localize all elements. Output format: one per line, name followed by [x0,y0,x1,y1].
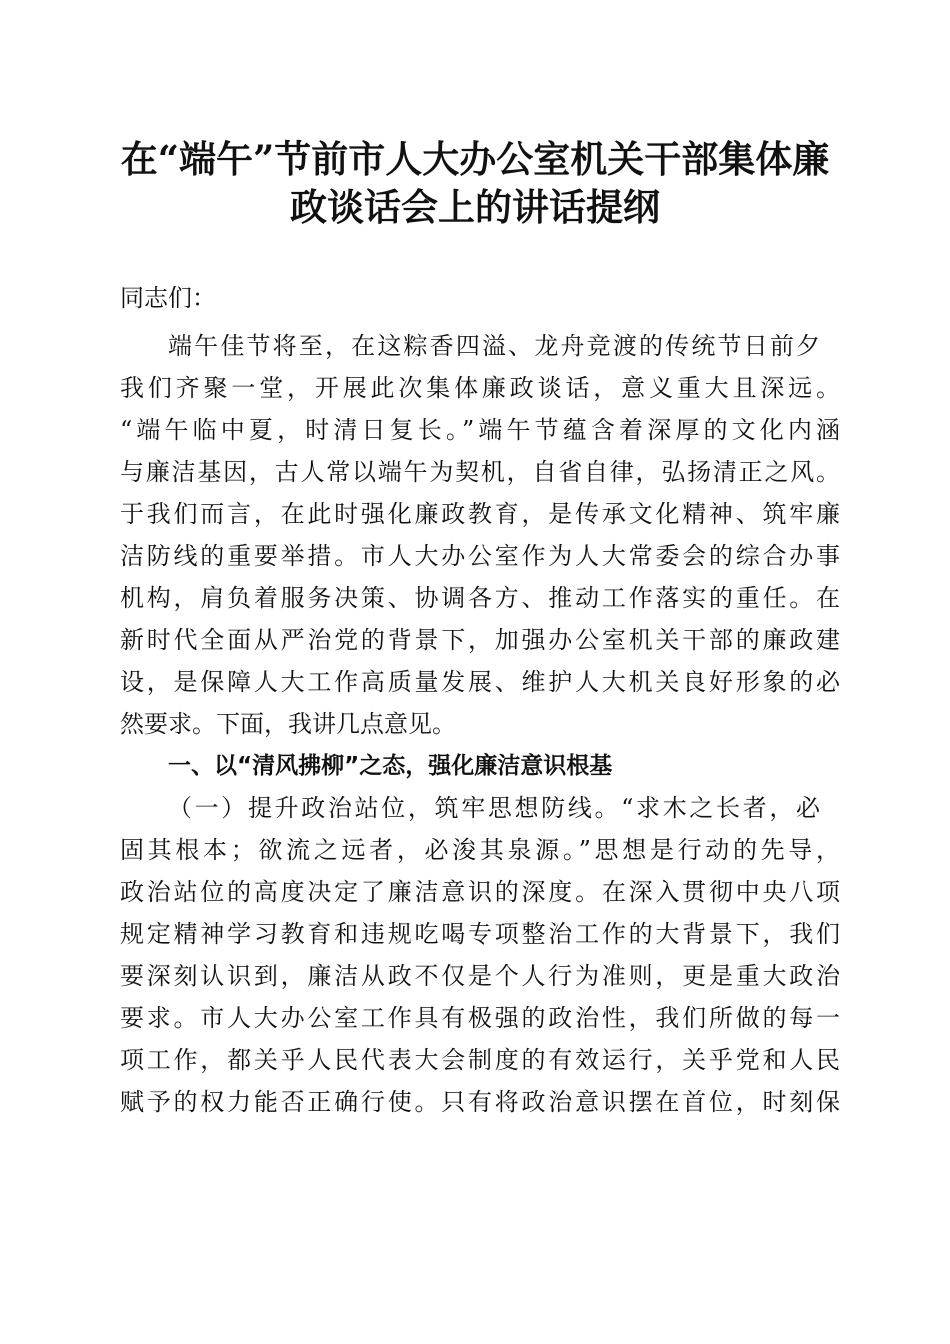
salutation: 同志们： [120,284,216,312]
paragraph-2-line: 固其根本；欲流之远者，必浚其泉源。”思想是行动的先导， [120,836,840,864]
paragraph-1-line: 机构，肩负着服务决策、协调各方、推动工作落实的重任。在 [120,584,840,612]
document-title-line-2: 政谈话会上的讲话提纲 [290,185,660,229]
paragraph-1-line: 设，是保障人大工作高质量发展、维护人大机关良好形象的必 [120,668,840,696]
paragraph-1-line: 我们齐聚一堂，开展此次集体廉政谈话，意义重大且深远。 [120,374,840,402]
paragraph-2-line: 要深刻认识到，廉洁从政不仅是个人行为准则，更是重大政治 [120,962,840,990]
paragraph-2-line: （一）提升政治站位，筑牢思想防线。“求木之长者，必 [168,794,820,822]
paragraph-1-line: 然要求。下面，我讲几点意见。 [120,710,456,738]
paragraph-1-line: 洁防线的重要举措。市人大办公室作为人大常委会的综合办事 [120,542,840,570]
paragraph-1-line: 新时代全面从严治党的背景下，加强办公室机关干部的廉政建 [120,626,840,654]
paragraph-2-line: 政治站位的高度决定了廉洁意识的深度。在深入贯彻中央八项 [120,878,840,906]
document-title-line-1: 在“端午”节前市人大办公室机关干部集体廉 [120,137,830,181]
section-heading: 一、以“清风拂柳”之态，强化廉洁意识根基 [168,753,613,779]
paragraph-2-line: 赋予的权力能否正确行使。只有将政治意识摆在首位，时刻保 [120,1088,840,1116]
paragraph-1-line: “端午临中夏，时清日复长。”端午节蕴含着深厚的文化内涵 [120,416,840,444]
paragraph-1-line: 于我们而言，在此时强化廉政教育，是传承文化精神、筑牢廉 [120,500,840,528]
paragraph-1-line: 与廉洁基因，古人常以端午为契机，自省自律，弘扬清正之风。 [120,458,840,486]
paragraph-1-line: 端午佳节将至，在这粽香四溢、龙舟竞渡的传统节日前夕 [168,332,820,360]
paragraph-2-line: 要求。市人大办公室工作具有极强的政治性，我们所做的每一 [120,1004,840,1032]
paragraph-2-line: 项工作，都关乎人民代表大会制度的有效运行，关乎党和人民 [120,1046,840,1074]
paragraph-2-line: 规定精神学习教育和违规吃喝专项整治工作的大背景下，我们 [120,920,840,948]
